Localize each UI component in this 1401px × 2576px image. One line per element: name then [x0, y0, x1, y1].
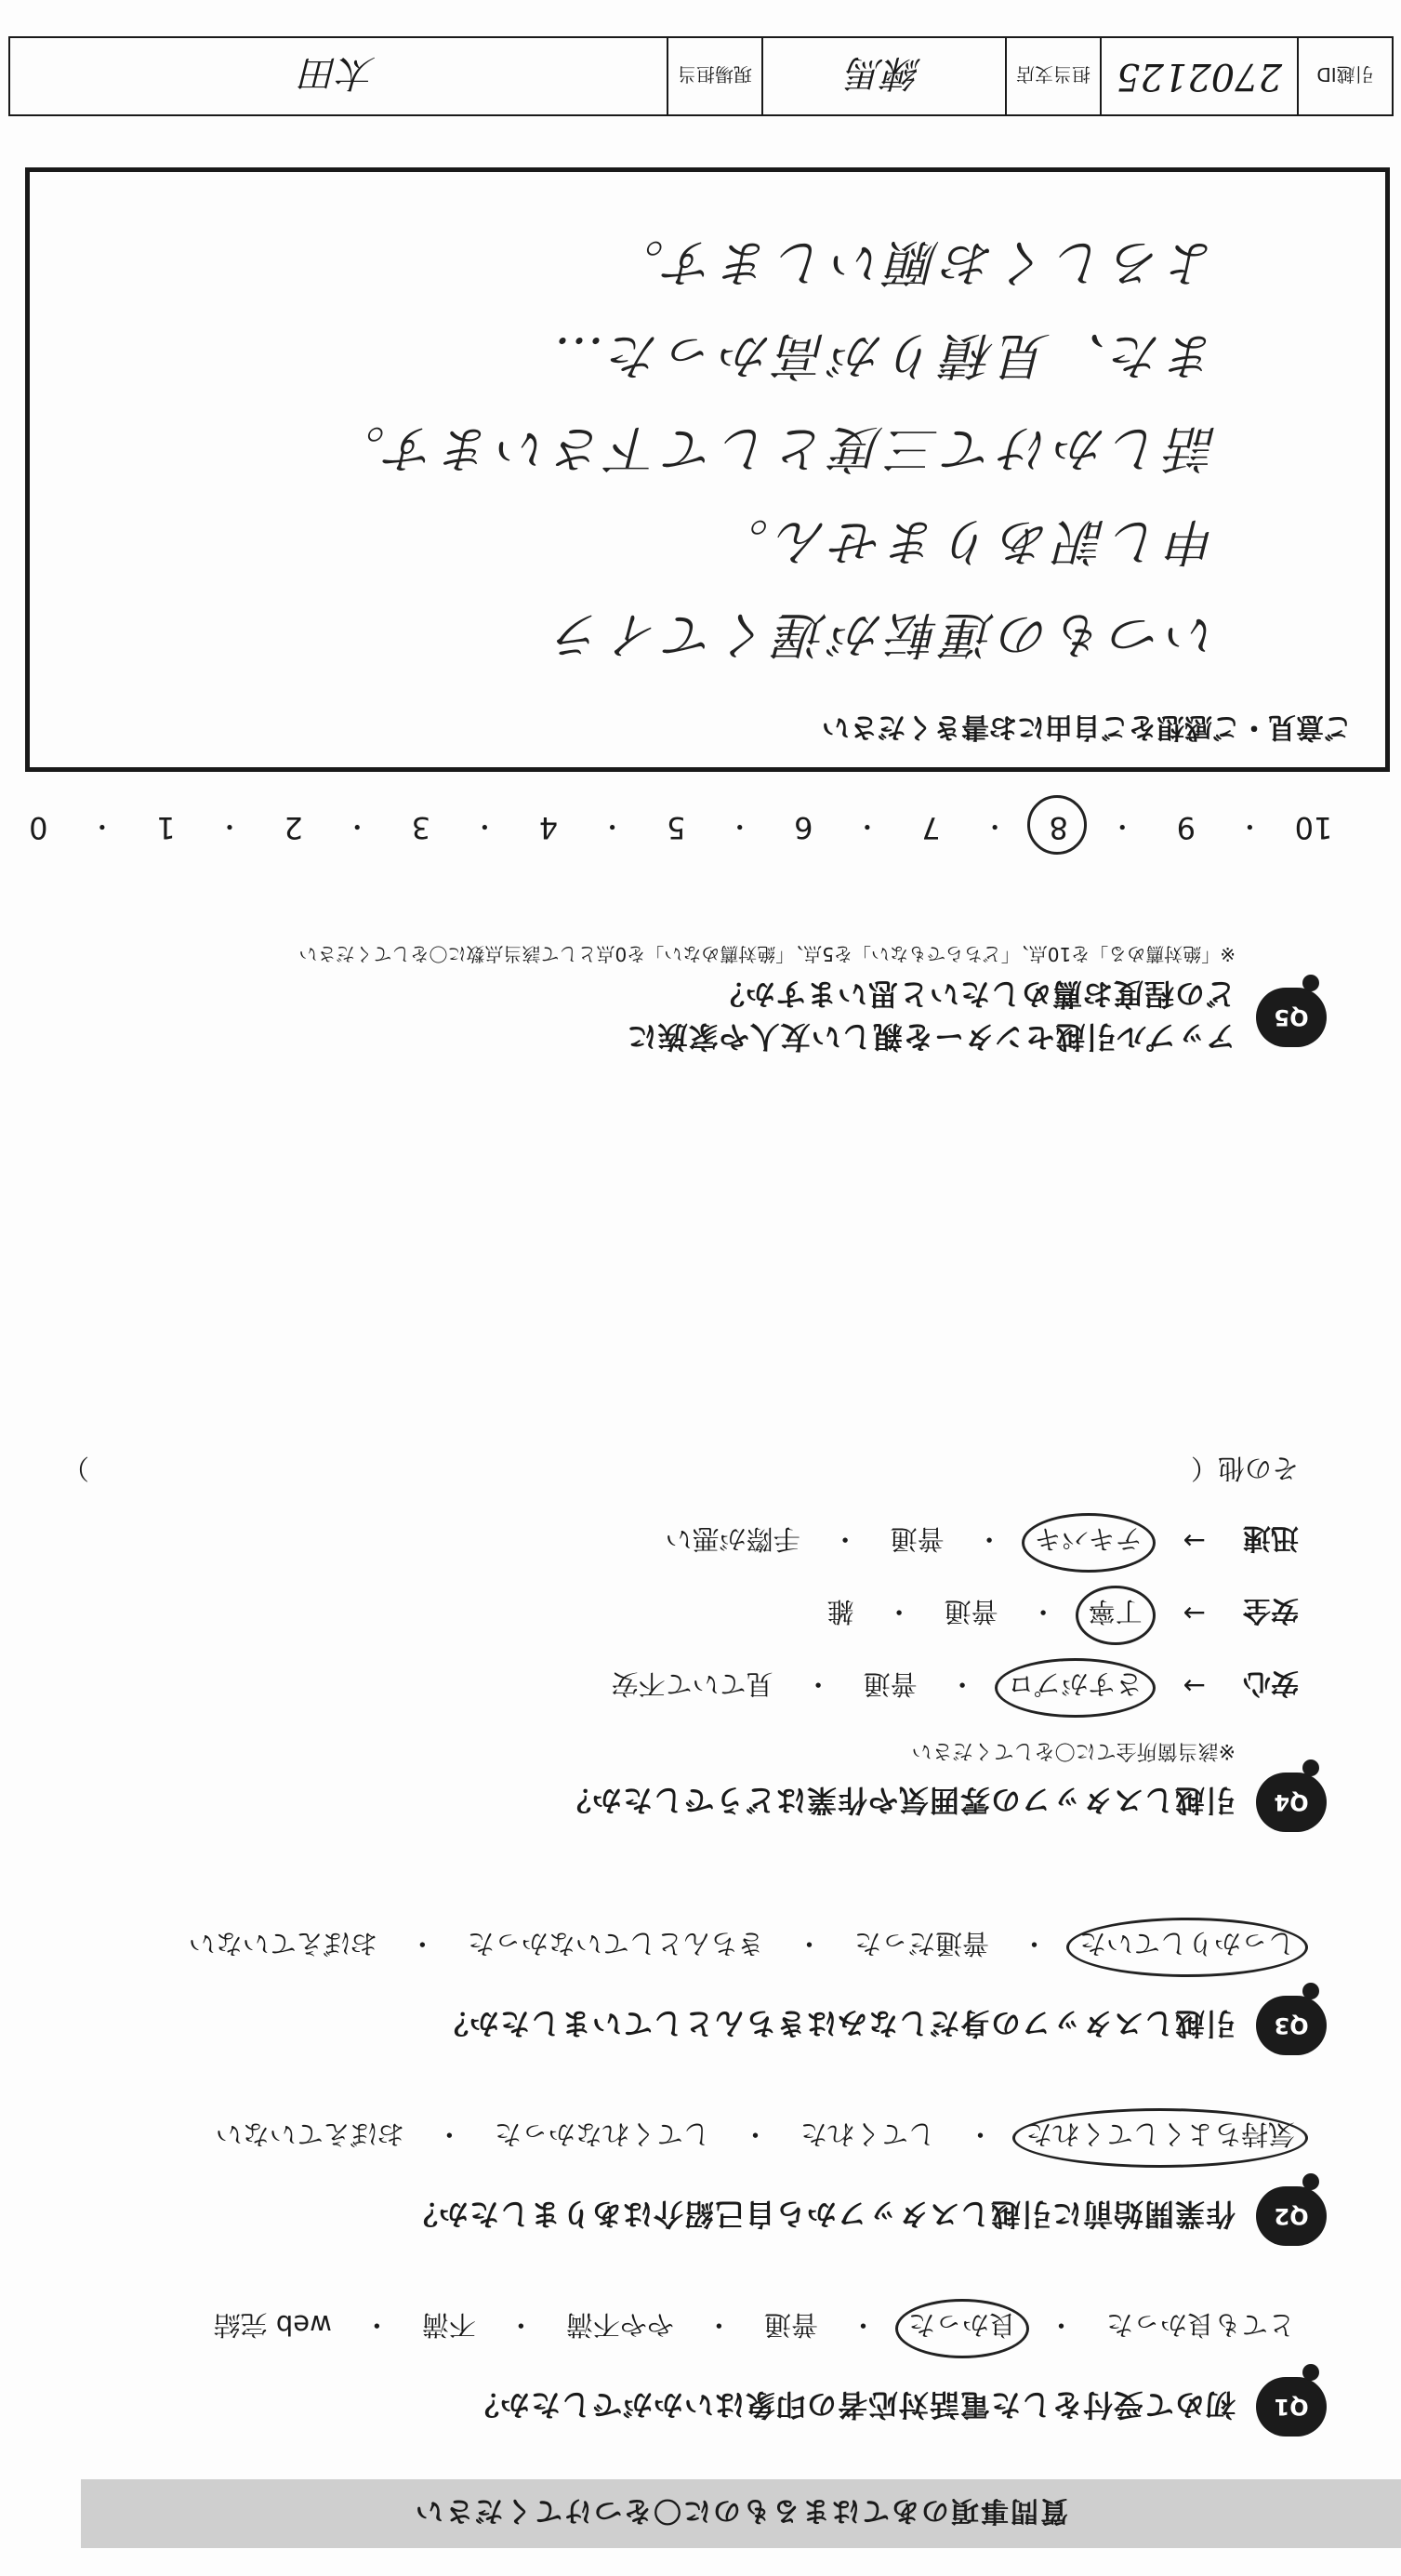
move-id-label: 引越ID [1297, 38, 1392, 114]
office-info-table [8, 36, 1394, 116]
q2-badge: Q2 [1256, 2186, 1327, 2246]
question-3: Q3 引越しスタッフの身だしなみはきちんとしていましたか？ しっかりしていた ・ 普通だった ・ きちんとしていなかった ・ おぼえていない [44, 1926, 1327, 2055]
staff-value[interactable]: 太田 [301, 51, 376, 95]
q2-option[interactable]: してくれた [800, 2118, 935, 2150]
scale-option[interactable]: 4 [538, 810, 559, 845]
scale-option[interactable]: 6 [794, 810, 813, 845]
q3-option[interactable]: きちんとしていなかった [467, 1928, 764, 1959]
q1-option-selected[interactable]: 良かった [905, 2307, 1020, 2345]
comment-line: 申し訳ありません。 [712, 512, 1218, 571]
arrow-icon: → [1183, 1670, 1206, 1702]
comment-line: よろしくお願いします。 [608, 233, 1218, 292]
q4-row-jinsoku: 迅速 → テキパキ ・ 普通 ・ 手際が悪い [44, 1520, 1299, 1561]
q1-option[interactable]: 不満 [421, 2309, 476, 2341]
q1-text: 初めて受付をした電話対応者の印象はいかがでしたか？ [468, 2387, 1236, 2423]
scale-option[interactable]: 9 [1176, 810, 1196, 845]
q3-option[interactable]: おぼえていない [188, 1928, 377, 1959]
comment-line: また、見積りが高かった… [549, 326, 1218, 385]
arrow-icon: → [1183, 1598, 1206, 1629]
scale-option[interactable]: 7 [921, 810, 941, 845]
question-1: Q1 初めて受付をした電話対応者の印象はいかがでしたか？ とても良かった ・ 良かった ・ 普通 ・ やや不満 ・ 不満 ・ web 完結 [44, 2307, 1327, 2437]
q1-badge: Q1 [1256, 2377, 1327, 2437]
q4-row-label: 迅速 [1243, 1521, 1299, 1554]
q4-row-anzen: 安全 → 丁寧 ・ 普通 ・ 雑 [44, 1593, 1299, 1634]
q4-option[interactable]: 手際が悪い [665, 1523, 800, 1556]
instructions-banner: 質問事項のあてはまるものに〇をつけてください [81, 2479, 1401, 2548]
q4-option-selected[interactable]: さすがプロ [1004, 1667, 1146, 1706]
q4-row-anshin: 安心 → さすがプロ ・ 普通 ・ 見ていて不安 [44, 1666, 1299, 1706]
q4-row-label: 安心 [1243, 1666, 1299, 1699]
q4-other-close: ） [62, 1453, 90, 1484]
q1-option[interactable]: とても良かった [1105, 2309, 1295, 2341]
q4-option[interactable]: 普通 [890, 1523, 945, 1556]
q2-option-selected[interactable]: 気持ちよくしてくれた [1022, 2117, 1299, 2155]
q4-option[interactable]: 雑 [826, 1596, 854, 1628]
scale-option[interactable]: 2 [284, 810, 303, 845]
comment-box[interactable] [25, 167, 1390, 772]
scale-option[interactable]: 1 [156, 810, 176, 845]
comment-line: 話しかけて三度として下さいます。 [329, 419, 1218, 478]
q5-note: ※「絶対薦める」を10点、「どちらでもない」を5点、「絶対薦めない」を0点として該当点数に〇をしてください [298, 943, 1236, 965]
q4-note: ※該当箇所全てに〇をしてください [911, 1739, 1236, 1762]
branch-value[interactable]: 練馬 [761, 38, 1005, 114]
q4-text: 引越しスタッフの雰囲気や作業はどうでしたか？ [560, 1783, 1236, 1818]
q4-option-selected[interactable]: テキパキ [1031, 1522, 1146, 1560]
q3-option[interactable]: 普通だった [853, 1928, 989, 1959]
q1-option[interactable]: やや不満 [565, 2309, 674, 2341]
scale-option[interactable]: 3 [411, 810, 430, 845]
q4-option[interactable]: 普通 [863, 1668, 918, 1701]
q3-text: 引越しスタッフの身だしなみはきちんとしていましたか？ [437, 2006, 1236, 2041]
q4-option[interactable]: 見ていて不安 [611, 1668, 773, 1701]
q4-option-selected[interactable]: 丁寧 [1085, 1595, 1146, 1633]
q4-option[interactable]: 普通 [944, 1596, 998, 1628]
q5-text-line1: アップル引越センターを親しい友人や家族に [626, 1019, 1236, 1055]
q1-option[interactable]: web 完結 [213, 2309, 332, 2341]
move-id-value[interactable]: 2702125 [1100, 38, 1297, 114]
staff-label: 現場担当 [667, 38, 761, 114]
arrow-icon: → [1183, 1525, 1206, 1557]
question-2: Q2 作業開始前に引越しスタッフから自己紹介はありましたか？ 気持ちよくしてくれた ・ してくれた ・ してくれなかった ・ おぼえていない [44, 2117, 1327, 2246]
scale-option[interactable]: 10 [1294, 810, 1333, 845]
q3-badge: Q3 [1256, 1996, 1327, 2055]
q5-badge: Q5 [1256, 988, 1327, 1047]
q2-option[interactable]: してくれなかった [494, 2118, 710, 2150]
question-4 [44, 1451, 1327, 1832]
q5-text-line2: どの程度お薦めしたいと思いますか？ [713, 976, 1236, 1012]
scale-option-selected[interactable]: 8 [1037, 810, 1081, 845]
q3-option-selected[interactable]: しっかりしていた [1076, 1926, 1299, 1964]
q2-text: 作業開始前に引越しスタッフから自己紹介はありましたか？ [406, 2197, 1236, 2232]
scale-option[interactable]: 0 [29, 810, 48, 845]
q5-scale: 10 ・ 9 ・ 8 ・ 7 ・ 6 ・ 5 ・ 4 ・ 3 ・ 2 ・ 1 ・ 0 [16, 795, 1336, 860]
q4-row-label: 安全 [1243, 1594, 1299, 1627]
q2-option[interactable]: おぼえていない [215, 2118, 404, 2150]
comment-title: ご意見・ご感想をご自由にお書きください [822, 710, 1352, 743]
question-5 [44, 942, 1327, 1060]
q4-badge: Q4 [1256, 1773, 1327, 1832]
q1-option[interactable]: 普通 [763, 2309, 818, 2341]
q4-other-label[interactable]: その他（ [1190, 1453, 1299, 1484]
branch-label: 担当支店 [1005, 38, 1100, 114]
scale-option[interactable]: 5 [666, 810, 686, 845]
q4-other-row [62, 1451, 1299, 1489]
comment-line: いつもの運転が遅くてイラ [549, 605, 1218, 664]
